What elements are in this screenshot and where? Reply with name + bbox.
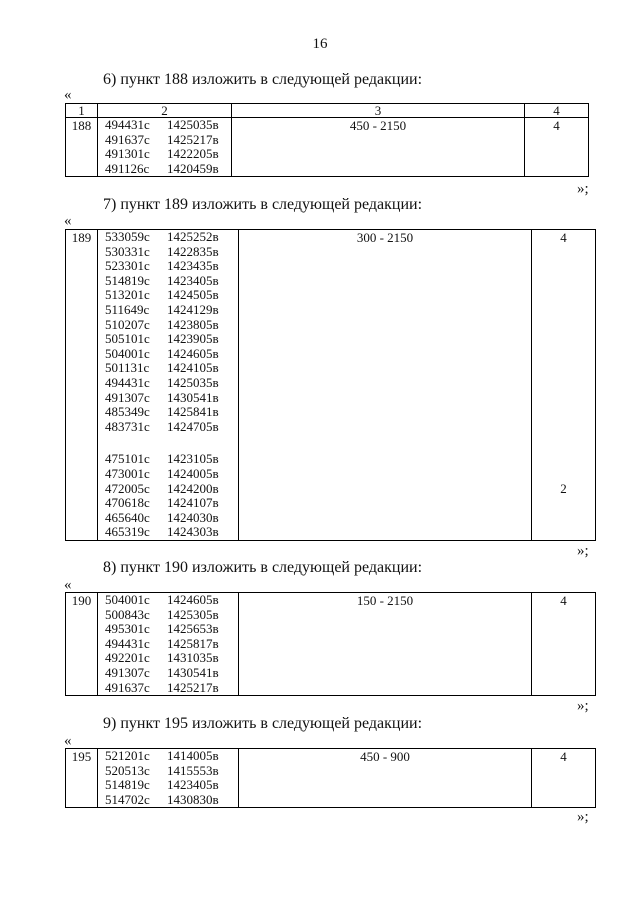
code-v: 1431035в (167, 650, 219, 666)
code-v: 1424200в (167, 480, 219, 496)
col4-cell: 4 (525, 118, 589, 177)
code-c: 491307с (105, 664, 150, 680)
code-v: 1424005в (167, 465, 219, 481)
code-v: 1425653в (167, 621, 219, 637)
code-v: 1425817в (167, 635, 219, 651)
page-number: 16 (312, 36, 328, 52)
code-c: 514819с (105, 272, 150, 288)
table-row (66, 230, 596, 541)
code-pair (105, 452, 238, 467)
code-v: 1422835в (167, 243, 219, 259)
code-v: 1425217в (167, 131, 219, 147)
section-heading-189: 7) пункт 189 изложить в следующей редакции: (103, 196, 423, 213)
code-c: 523301с (105, 258, 150, 274)
code-v: 1414005в (167, 748, 219, 763)
code-pair (105, 651, 238, 666)
code-pair (105, 511, 238, 526)
code-pair (105, 467, 238, 482)
code-v: 1423405в (167, 272, 219, 288)
code-v: 1423105в (167, 451, 219, 467)
code-v: 1424105в (167, 360, 219, 376)
code-v: 1423435в (167, 258, 219, 274)
col4-cell (532, 230, 596, 541)
code-v: 1423805в (167, 316, 219, 332)
code-c: 491637с (105, 679, 150, 695)
code-c: 465640с (105, 509, 150, 525)
code-v: 1424605в (167, 592, 219, 607)
code-pair (105, 147, 231, 162)
col4-value: 4 (560, 230, 567, 245)
range-cell: 450 - 900 (239, 749, 532, 808)
close-quote: »; (577, 181, 589, 197)
code-c: 501131с (105, 360, 150, 376)
code-v: 1424107в (167, 495, 219, 511)
code-pair (105, 778, 238, 793)
code-v: 1415553в (167, 762, 219, 778)
range-cell: 150 - 2150 (239, 593, 532, 696)
code-pair (105, 666, 238, 681)
code-c: 511649с (105, 301, 150, 317)
section-heading-188: 6) пункт 188 изложить в следующей редакции: (103, 71, 423, 88)
code-pair (105, 608, 238, 623)
code-c: 491637с (105, 131, 150, 147)
table-row (66, 118, 589, 177)
close-quote: »; (577, 698, 589, 714)
code-c: 533059с (105, 229, 150, 244)
codes-group-1 (105, 230, 238, 434)
code-pair (105, 376, 238, 391)
code-c: 473001с (105, 465, 150, 481)
code-pair (105, 593, 238, 608)
code-v: 1420459в (167, 160, 219, 176)
table-188 (65, 103, 589, 177)
header-col-3: 3 (232, 104, 525, 118)
code-pair (105, 405, 238, 420)
table-row (66, 749, 596, 808)
header-col-1: 1 (66, 104, 98, 118)
code-c: 470618с (105, 495, 150, 511)
close-quote: »; (577, 543, 589, 559)
code-pair (105, 482, 238, 497)
code-pair (105, 118, 231, 133)
code-c: 505101с (105, 331, 150, 347)
code-pair (105, 793, 238, 808)
code-c: 500843с (105, 606, 150, 622)
header-col-4: 4 (525, 104, 589, 118)
header-col-2: 2 (98, 104, 232, 118)
codes-cell (98, 749, 239, 808)
range-cell: 300 - 2150 (239, 230, 532, 541)
codes-cell (98, 230, 239, 541)
table-190 (65, 592, 596, 696)
row-number: 190 (66, 593, 98, 696)
code-c: 495301с (105, 621, 150, 637)
code-c: 510207с (105, 316, 150, 332)
code-v: 1422205в (167, 146, 219, 162)
code-v: 1425217в (167, 679, 219, 695)
code-v: 1425252в (167, 229, 219, 244)
code-pair (105, 347, 238, 362)
code-c: 514702с (105, 791, 150, 807)
code-c: 491307с (105, 389, 150, 405)
code-c: 491126с (105, 160, 150, 176)
code-c: 494431с (105, 117, 150, 132)
code-v: 1424030в (167, 509, 219, 525)
code-c: 504001с (105, 592, 150, 607)
code-c: 475101с (105, 451, 150, 467)
code-pair (105, 332, 238, 347)
code-pair (105, 230, 238, 245)
row-number: 195 (66, 749, 98, 808)
codes-group-2 (105, 452, 238, 540)
codes-cell (98, 118, 232, 177)
code-c: 494431с (105, 374, 150, 390)
col4-cell: 4 (532, 593, 596, 696)
code-v: 1423905в (167, 331, 219, 347)
codes-cell (98, 593, 239, 696)
code-v: 1425841в (167, 404, 219, 420)
code-c: 520513с (105, 762, 150, 778)
open-quote: « (64, 87, 72, 103)
code-c: 492201с (105, 650, 150, 666)
open-quote: « (64, 213, 72, 229)
code-v: 1424605в (167, 345, 219, 361)
table-189 (65, 229, 596, 541)
row-number: 189 (66, 230, 98, 541)
code-c: 465319с (105, 524, 150, 540)
code-v: 1424303в (167, 524, 219, 540)
code-v: 1424705в (167, 418, 219, 434)
code-v: 1430830в (167, 791, 219, 807)
range-cell: 450 - 2150 (232, 118, 525, 177)
code-v: 1423405в (167, 777, 219, 793)
code-c: 514819с (105, 777, 150, 793)
section-heading-190: 8) пункт 190 изложить в следующей редакции: (103, 559, 423, 576)
code-pair (105, 525, 238, 540)
code-v: 1430541в (167, 664, 219, 680)
close-quote: »; (577, 809, 589, 825)
section-heading-195: 9) пункт 195 изложить в следующей редакции: (103, 715, 423, 732)
code-pair (105, 259, 238, 274)
table-header-row (66, 104, 589, 118)
code-c: 494431с (105, 635, 150, 651)
code-pair (105, 162, 231, 177)
code-c: 491301с (105, 146, 150, 162)
code-v: 1430541в (167, 389, 219, 405)
code-pair (105, 245, 238, 260)
code-pair (105, 496, 238, 511)
code-c: 485349с (105, 404, 150, 420)
code-pair (105, 764, 238, 779)
open-quote: « (64, 733, 72, 749)
code-v: 1425035в (167, 374, 219, 390)
open-quote: « (64, 577, 72, 593)
code-pair (105, 274, 238, 289)
code-c: 530331с (105, 243, 150, 259)
code-pair (105, 288, 238, 303)
code-c: 483731с (105, 418, 150, 434)
code-v: 1424505в (167, 287, 219, 303)
code-c: 521201с (105, 748, 150, 763)
code-pair (105, 681, 238, 696)
row-number: 188 (66, 118, 98, 177)
col4-value-group2: 2 (560, 481, 567, 496)
code-v: 1424129в (167, 301, 219, 317)
code-v: 1425035в (167, 117, 219, 132)
code-pair (105, 391, 238, 406)
table-195 (65, 748, 596, 808)
code-pair (105, 361, 238, 376)
code-c: 504001с (105, 345, 150, 361)
code-v: 1425305в (167, 606, 219, 622)
code-pair (105, 749, 238, 764)
code-pair (105, 303, 238, 318)
code-pair (105, 318, 238, 333)
code-pair (105, 420, 238, 435)
code-pair (105, 622, 238, 637)
col4-cell: 4 (532, 749, 596, 808)
code-pair (105, 637, 238, 652)
code-pair (105, 133, 231, 148)
code-c: 472005с (105, 480, 150, 496)
code-c: 513201с (105, 287, 150, 303)
table-row (66, 593, 596, 696)
